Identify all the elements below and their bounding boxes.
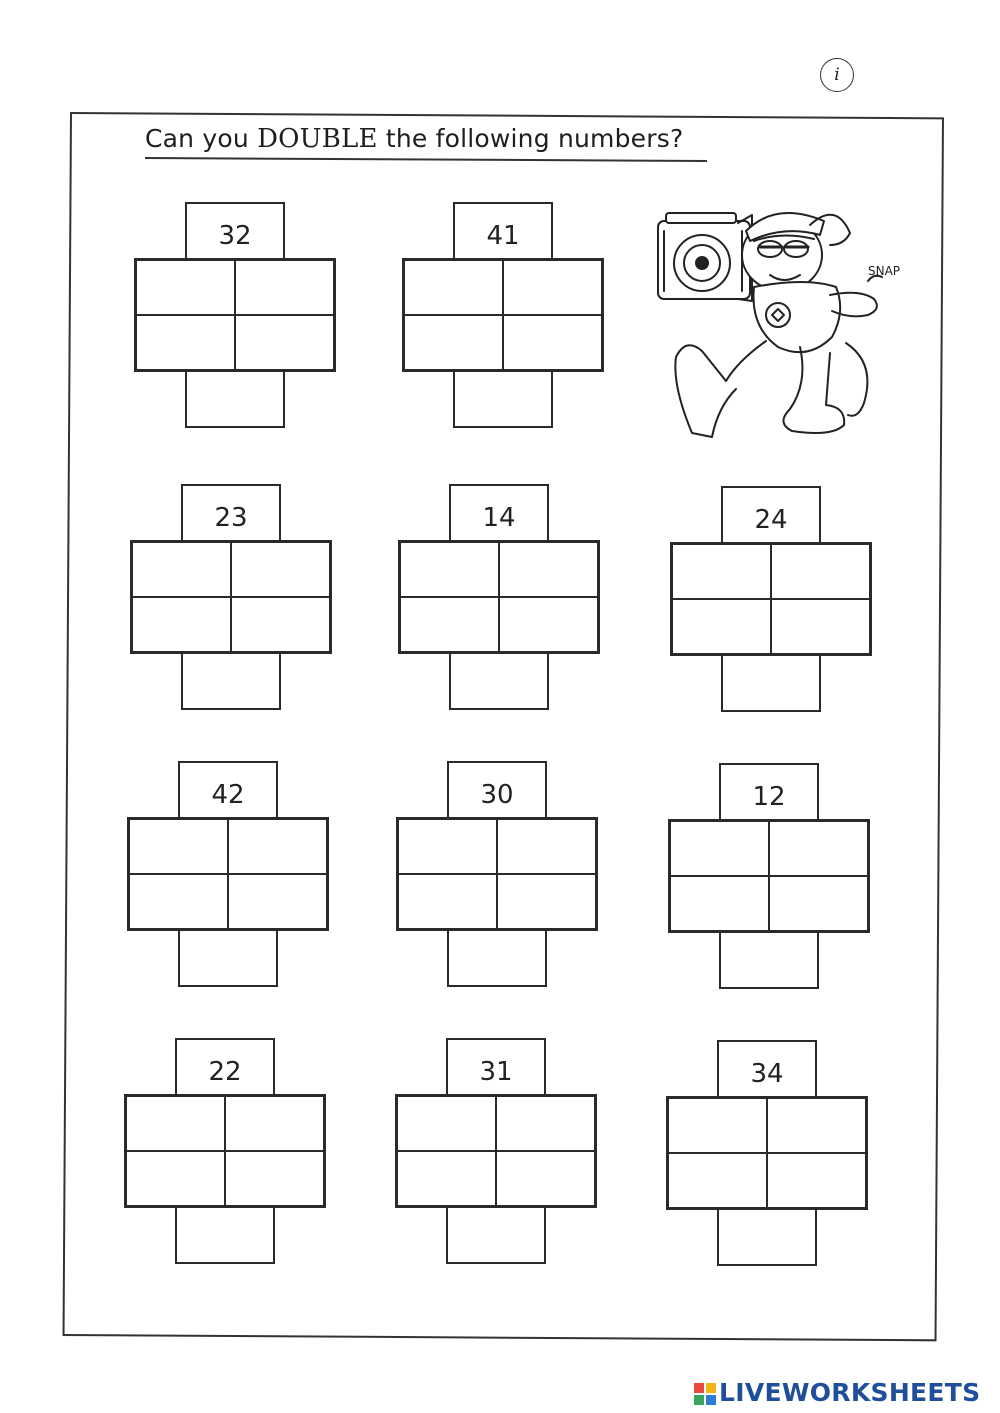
answer-cell-tens-doubled[interactable] xyxy=(668,1153,767,1208)
answer-cell-ones[interactable] xyxy=(767,1098,866,1153)
number-box: 41 xyxy=(453,202,553,260)
partition-grid xyxy=(402,258,604,372)
title-before: Can you xyxy=(145,124,258,153)
answer-cell-tens[interactable] xyxy=(672,544,771,599)
answer-cell-tens[interactable] xyxy=(132,542,231,597)
number-box: 34 xyxy=(717,1040,817,1098)
answer-cell-tens-doubled[interactable] xyxy=(397,1151,496,1206)
double-problem xyxy=(396,761,598,989)
double-problem xyxy=(127,761,329,989)
answer-cell-ones-doubled[interactable] xyxy=(771,599,870,654)
number-box: 22 xyxy=(175,1038,275,1096)
answer-cell-tens-doubled[interactable] xyxy=(404,315,503,370)
answer-cell-ones-doubled[interactable] xyxy=(496,1151,595,1206)
answer-cell-tens-doubled[interactable] xyxy=(126,1151,225,1206)
partition-grid xyxy=(398,540,600,654)
answer-cell-ones[interactable] xyxy=(499,542,598,597)
answer-cell-ones[interactable] xyxy=(228,819,327,874)
answer-cell-tens-doubled[interactable] xyxy=(136,315,235,370)
answer-cell-ones[interactable] xyxy=(496,1096,595,1151)
partition-grid xyxy=(670,542,872,656)
title-emphasis: DOUBLE xyxy=(257,124,378,154)
number-box: 12 xyxy=(719,763,819,821)
number-box: 32 xyxy=(185,202,285,260)
answer-cell-ones-doubled[interactable] xyxy=(231,597,330,652)
double-problem xyxy=(670,486,872,714)
answer-cell-tens[interactable] xyxy=(404,260,503,315)
answer-total-box[interactable] xyxy=(181,652,281,710)
answer-total-box[interactable] xyxy=(185,370,285,428)
page-number: i xyxy=(820,58,854,92)
worksheet-title xyxy=(145,124,683,154)
answer-total-box[interactable] xyxy=(447,929,547,987)
answer-total-box[interactable] xyxy=(175,1206,275,1264)
snap-caption: SNAP xyxy=(868,264,901,278)
double-problem xyxy=(124,1038,326,1266)
partition-grid xyxy=(134,258,336,372)
answer-cell-tens-doubled[interactable] xyxy=(398,874,497,929)
answer-cell-ones[interactable] xyxy=(503,260,602,315)
partition-grid xyxy=(130,540,332,654)
cartoon-cat-icon xyxy=(650,183,920,463)
answer-cell-tens[interactable] xyxy=(129,819,228,874)
double-problem xyxy=(666,1040,868,1268)
partition-grid xyxy=(127,817,329,931)
answer-cell-ones-doubled[interactable] xyxy=(228,874,327,929)
answer-cell-tens[interactable] xyxy=(397,1096,496,1151)
answer-total-box[interactable] xyxy=(449,652,549,710)
double-problem xyxy=(134,202,336,430)
number-box: 24 xyxy=(721,486,821,544)
answer-cell-tens-doubled[interactable] xyxy=(400,597,499,652)
partition-grid xyxy=(395,1094,597,1208)
title-after: the following numbers? xyxy=(377,124,684,153)
answer-cell-tens-doubled[interactable] xyxy=(672,599,771,654)
partition-grid xyxy=(396,817,598,931)
answer-cell-ones-doubled[interactable] xyxy=(235,315,334,370)
answer-cell-ones-doubled[interactable] xyxy=(503,315,602,370)
answer-cell-tens-doubled[interactable] xyxy=(670,876,769,931)
answer-cell-tens-doubled[interactable] xyxy=(129,874,228,929)
answer-total-box[interactable] xyxy=(719,931,819,989)
answer-cell-tens[interactable] xyxy=(670,821,769,876)
number-box: 31 xyxy=(446,1038,546,1096)
answer-cell-ones-doubled[interactable] xyxy=(225,1151,324,1206)
answer-cell-tens[interactable] xyxy=(668,1098,767,1153)
double-problem xyxy=(402,202,604,430)
partition-grid xyxy=(668,819,870,933)
double-problem xyxy=(130,484,332,712)
answer-total-box[interactable] xyxy=(453,370,553,428)
partition-grid xyxy=(666,1096,868,1210)
answer-cell-ones[interactable] xyxy=(771,544,870,599)
answer-cell-tens[interactable] xyxy=(398,819,497,874)
answer-cell-ones-doubled[interactable] xyxy=(499,597,598,652)
double-problem xyxy=(398,484,600,712)
answer-cell-ones[interactable] xyxy=(235,260,334,315)
logo-text: LIVEWORKSHEETS xyxy=(719,1378,981,1407)
answer-cell-ones[interactable] xyxy=(231,542,330,597)
double-problem xyxy=(395,1038,597,1266)
answer-total-box[interactable] xyxy=(717,1208,817,1266)
answer-cell-tens[interactable] xyxy=(126,1096,225,1151)
number-box: 42 xyxy=(178,761,278,819)
answer-cell-tens-doubled[interactable] xyxy=(132,597,231,652)
answer-total-box[interactable] xyxy=(446,1206,546,1264)
answer-total-box[interactable] xyxy=(721,654,821,712)
answer-cell-tens[interactable] xyxy=(400,542,499,597)
answer-cell-ones[interactable] xyxy=(769,821,868,876)
partition-grid xyxy=(124,1094,326,1208)
answer-cell-ones-doubled[interactable] xyxy=(769,876,868,931)
answer-cell-ones-doubled[interactable] xyxy=(497,874,596,929)
answer-cell-ones[interactable] xyxy=(225,1096,324,1151)
liveworksheets-logo[interactable] xyxy=(693,1378,993,1410)
answer-cell-ones-doubled[interactable] xyxy=(767,1153,866,1208)
answer-cell-ones[interactable] xyxy=(497,819,596,874)
answer-total-box[interactable] xyxy=(178,929,278,987)
answer-cell-tens[interactable] xyxy=(136,260,235,315)
number-box: 14 xyxy=(449,484,549,542)
liveworksheets-mark-icon xyxy=(693,1382,717,1406)
number-box: 23 xyxy=(181,484,281,542)
number-box: 30 xyxy=(447,761,547,819)
double-problem xyxy=(668,763,870,991)
